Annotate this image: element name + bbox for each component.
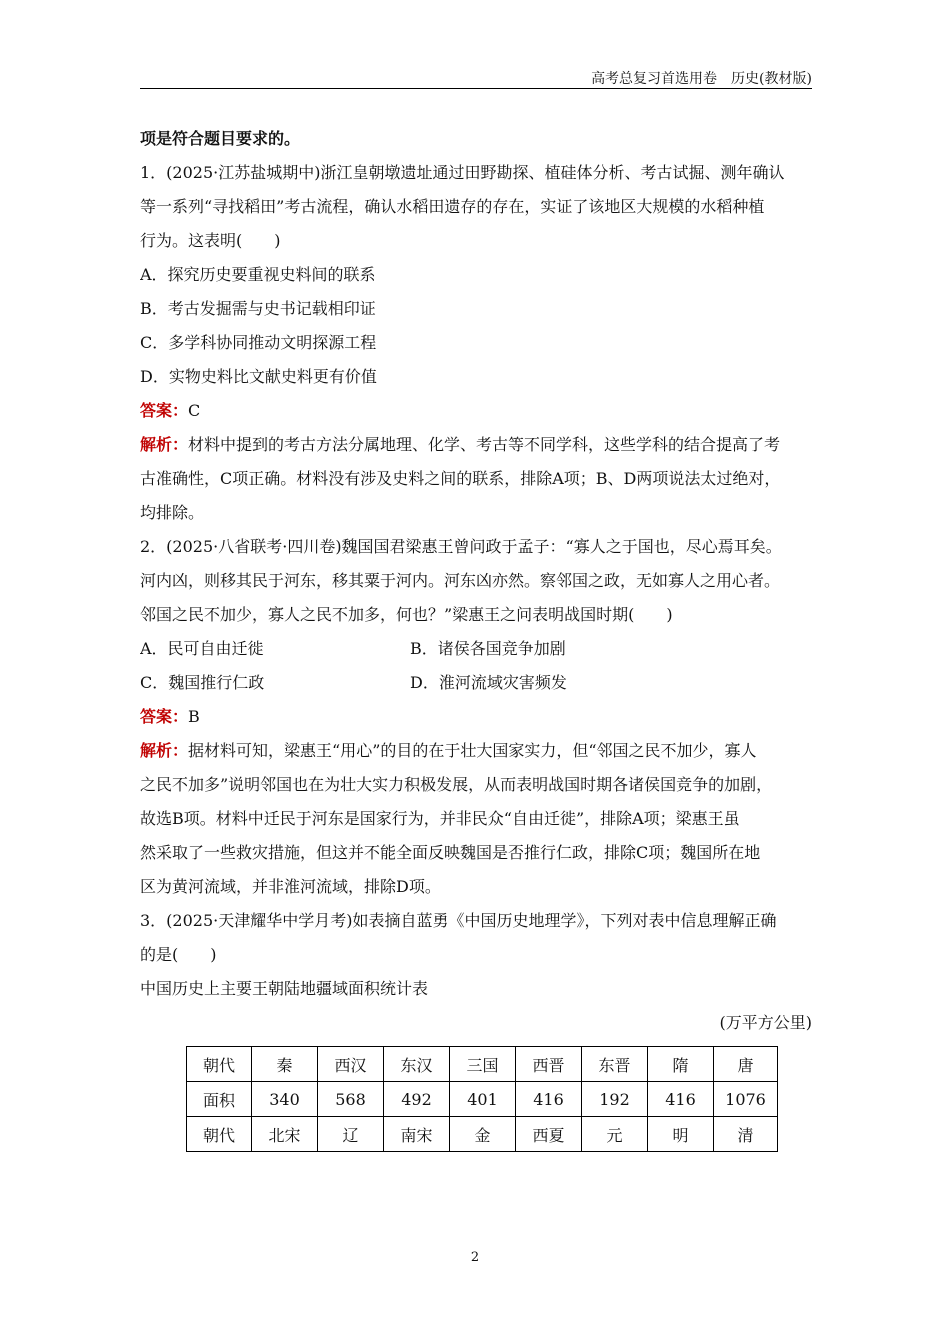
- table-cell: 金: [450, 1117, 516, 1152]
- q2-stem-line: 2．(2025·八省联考·四川卷)魏国国君梁惠王曾问政于孟子：“寡人之于国也，尽心焉耳矣。: [140, 537, 782, 556]
- table-cell: 1076: [714, 1082, 778, 1117]
- analysis-label: 解析：: [140, 741, 189, 760]
- q1-stem-line: 行为。这表明( ): [140, 231, 281, 250]
- table-cell: 三国: [450, 1047, 516, 1082]
- q2-stem-line: 河内凶，则移其民于河东，移其粟于河内。河东凶亦然。察邻国之政，无如寡人之用心者。: [140, 571, 781, 590]
- question-1: [140, 156, 812, 530]
- table-cell: 秦: [252, 1047, 318, 1082]
- q2-analysis-line: 区为黄河流域，并非淮河流域，排除D项。: [140, 877, 441, 896]
- page-header: 高考总复习首选用卷 历史(教材版): [591, 71, 812, 87]
- table-row: [187, 1047, 778, 1082]
- table-cell: 南宋: [384, 1117, 450, 1152]
- table-cell: 朝代: [187, 1117, 252, 1152]
- table-row: [187, 1117, 778, 1152]
- table-cell: 朝代: [187, 1047, 252, 1082]
- table-cell: 清: [714, 1117, 778, 1152]
- analysis-text: 材料中提到的考古方法分属地理、化学、考古等不同学科，这些学科的结合提高了考: [188, 435, 781, 454]
- q2-options-row: [140, 666, 812, 700]
- q2-analysis-line: [140, 734, 812, 768]
- q2-analysis-line: 故选B项。材料中迁民于河东是国家行为，并非民众“自由迁徙”，排除A项；梁惠王虽: [140, 809, 740, 828]
- q2-option-c: C．魏国推行仁政: [140, 673, 265, 692]
- q2-stem-line: 邻国之民不加少，寡人之民不加多，何也？”梁惠王之问表明战国时期( ): [140, 605, 673, 624]
- table-cell: 唐: [714, 1047, 778, 1082]
- table-cell: 340: [252, 1082, 318, 1117]
- q2-analysis-line: 然采取了一些救灾措施，但这并不能全面反映魏国是否推行仁政，排除C项；魏国所在地: [140, 843, 761, 862]
- q1-option-c: C．多学科协同推动文明探源工程: [140, 333, 377, 352]
- q1-stem-line: 1．(2025·江苏盐城期中)浙江皇朝墩遗址通过田野勘探、植硅体分析、考古试掘、测年确认: [140, 163, 785, 182]
- page-number: 2: [470, 1250, 480, 1265]
- table-title: 中国历史上主要王朝陆地疆域面积统计表: [140, 979, 429, 998]
- q2-analysis-line: 之民不加多”说明邻国也在为壮大实力积极发展，从而表明战国时期各诸侯国竞争的加剧，: [140, 775, 773, 794]
- q3-stem-line: 的是( ): [140, 945, 217, 964]
- table-cell: 416: [648, 1082, 714, 1117]
- q1-option-b: B．考古发掘需与史书记载相印证: [140, 299, 376, 318]
- q2-option-d: D．淮河流域灾害频发: [410, 673, 567, 692]
- q3-stem-line: 3．(2025·天津耀华中学月考)如表摘自蓝勇《中国历史地理学》，下列对表中信息理解正确: [140, 911, 777, 930]
- table-cell: 西夏: [516, 1117, 582, 1152]
- table-cell: 北宋: [252, 1117, 318, 1152]
- q1-option-d: D．实物史料比文献史料更有价值: [140, 367, 377, 386]
- section-intro: 项是符合题目要求的。: [140, 129, 301, 148]
- question-2: [140, 530, 812, 904]
- answer-value: B: [188, 707, 200, 726]
- q1-answer: [140, 394, 812, 428]
- table-cell: 东晋: [582, 1047, 648, 1082]
- q1-analysis-line: 古准确性，C项正确。材料没有涉及史料之间的联系，排除A项；B、D两项说法太过绝对，: [140, 469, 781, 488]
- q2-answer: [140, 700, 812, 734]
- q1-stem-line: 等一系列“寻找稻田”考古流程，确认水稻田遗存的存在，实证了该地区大规模的水稻种植: [140, 197, 765, 216]
- header-rule: [140, 88, 812, 89]
- table-cell: 明: [648, 1117, 714, 1152]
- table-cell: 401: [450, 1082, 516, 1117]
- q1-analysis-line: [140, 428, 812, 462]
- table-cell: 辽: [318, 1117, 384, 1152]
- question-3: [140, 904, 812, 1152]
- q2-options-row: [140, 632, 812, 666]
- table-unit: (万平方公里): [719, 1013, 812, 1032]
- table-cell: 568: [318, 1082, 384, 1117]
- q1-option-a: A．探究历史要重视史料间的联系: [140, 265, 376, 284]
- answer-value: C: [188, 401, 201, 420]
- answer-label: 答案：: [140, 401, 189, 420]
- analysis-text: 据材料可知，梁惠王“用心”的目的在于壮大国家实力，但“邻国之民不加少，寡人: [188, 741, 757, 760]
- analysis-label: 解析：: [140, 435, 189, 454]
- table-cell: 492: [384, 1082, 450, 1117]
- dynasty-area-table: [186, 1046, 778, 1152]
- table-cell: 192: [582, 1082, 648, 1117]
- q2-option-a: A．民可自由迁徙: [140, 639, 264, 658]
- table-cell: 东汉: [384, 1047, 450, 1082]
- answer-label: 答案：: [140, 707, 189, 726]
- page-content: [140, 122, 812, 1152]
- q2-option-b: B．诸侯各国竞争加剧: [410, 639, 566, 658]
- table-cell: 元: [582, 1117, 648, 1152]
- table-cell: 416: [516, 1082, 582, 1117]
- table-cell: 隋: [648, 1047, 714, 1082]
- q1-analysis-line: 均排除。: [140, 503, 205, 522]
- table-cell: 西汉: [318, 1047, 384, 1082]
- table-cell: 面积: [187, 1082, 252, 1117]
- table-cell: 西晋: [516, 1047, 582, 1082]
- table-row: [187, 1082, 778, 1117]
